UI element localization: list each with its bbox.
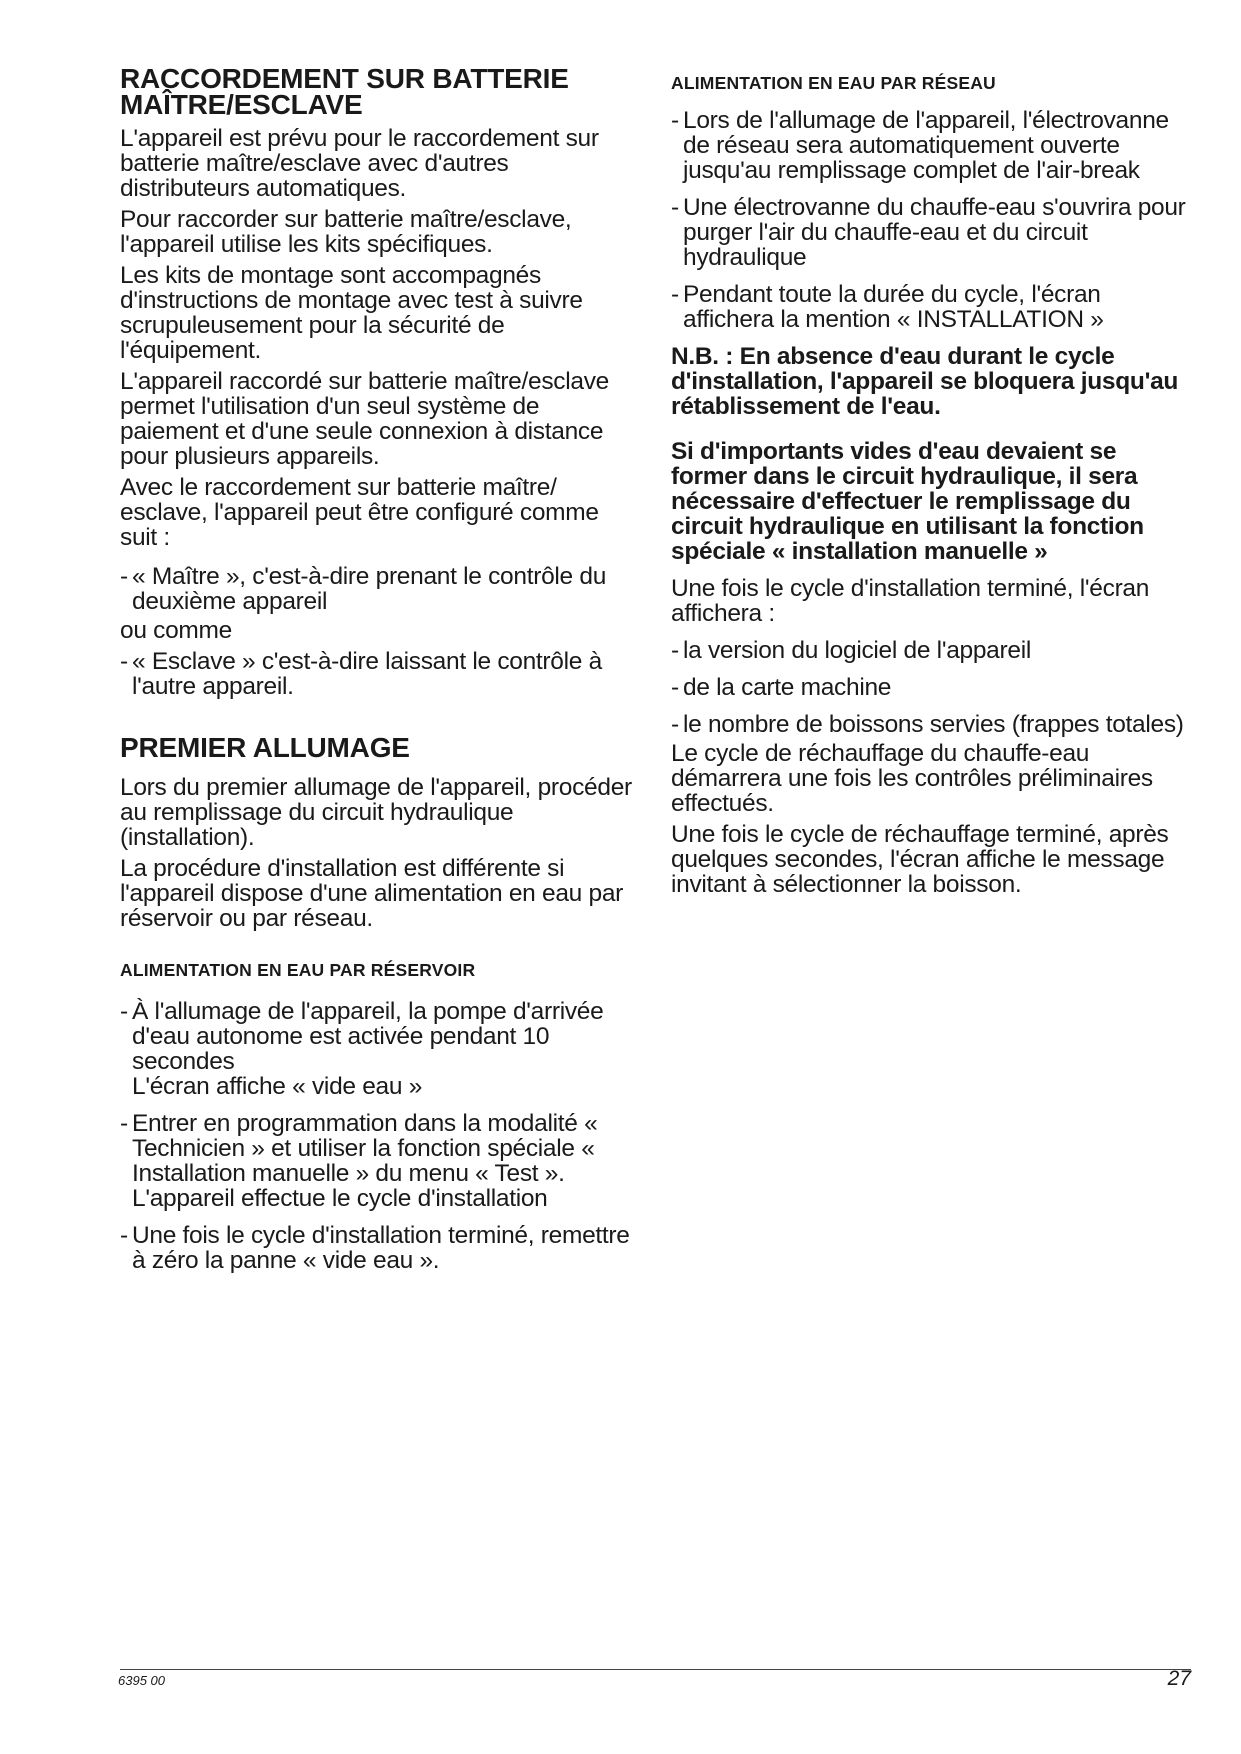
list-item xyxy=(671,638,1191,663)
list-item-subtext: L'appareil effectue le cycle d'installation xyxy=(132,1185,548,1212)
paragraph: La procédure d'installation est différente si l'appareil dispose d'une alimentation en eau par réservoir ou par réseau. xyxy=(120,855,624,932)
paragraph: Les kits de montage sont accompagnés d'instructions de montage avec test à suivre scrupuleusement pour la sécurité de l'équipement. xyxy=(120,262,583,364)
list-item-text: Lors de l'allumage de l'appareil, l'électrovanne de réseau sera automatiquement ouverte jusqu'au remplissage complet de l'air-break xyxy=(683,107,1169,184)
nb-note: N.B. : En absence d'eau durant le cycle d'installation, l'appareil se bloquera jusqu'au rétablissement de l'eau. xyxy=(671,343,1179,420)
list-item-text: Une électrovanne du chauffe-eau s'ouvrira pour purger l'air du chauffe-eau et du circuit hydraulique xyxy=(683,194,1186,271)
list-item-text: À l'allumage de l'appareil, la pompe d'arrivée d'eau autonome est activée pendant 10 secondes xyxy=(132,998,604,1075)
list-item xyxy=(671,675,1191,700)
paragraph: Avec le raccordement sur batterie maître/ esclave, l'appareil peut être configuré comme suit : xyxy=(120,474,599,551)
list-item-text: le nombre de boissons servies (frappes totales) xyxy=(683,711,1184,738)
list-item-text: la version du logiciel de l'appareil xyxy=(683,637,1031,664)
dash-marker: - xyxy=(671,281,679,308)
paragraph: Une fois le cycle d'installation terminé, l'écran affichera : xyxy=(671,575,1150,627)
list-item-subtext: L'écran affiche « vide eau » xyxy=(132,1073,423,1100)
list-item-text: Pendant toute la durée du cycle, l'écran affichera la mention « INSTALLATION » xyxy=(683,281,1104,333)
dash-marker: - xyxy=(120,998,128,1025)
paragraph: Le cycle de réchauffage du chauffe-eau démarrera une fois les contrôles préliminaires effectués. xyxy=(671,740,1153,817)
list-item-master xyxy=(120,564,640,614)
dash-marker: - xyxy=(671,637,679,664)
list-item xyxy=(120,999,640,1099)
footer-divider xyxy=(120,1669,1191,1670)
left-column xyxy=(120,63,640,1285)
list-item xyxy=(671,712,1191,737)
list-item xyxy=(120,1111,640,1211)
list-item-text: Entrer en programmation dans la modalité « Technicien » et utiliser la fonction spéciale « Installation manuelle » du menu « Test ». xyxy=(132,1110,598,1187)
paragraph: Une fois le cycle de réchauffage terminé, après quelques secondes, l'écran affiche le message invitant à sélectionner la boisson. xyxy=(671,821,1169,898)
paragraph: Lors du premier allumage de l'appareil, procéder au remplissage du circuit hydraulique (installation). xyxy=(120,774,632,851)
paragraph: Pour raccorder sur batterie maître/esclave, l'appareil utilise les kits spécifiques. xyxy=(120,206,572,258)
paragraph: L'appareil raccordé sur batterie maître/esclave permet l'utilisation d'un seul système de paiement et d'une seule connexion à distance pour plusieurs appareils. xyxy=(120,368,609,470)
dash-marker: - xyxy=(120,1110,128,1137)
list-item xyxy=(671,108,1191,183)
list-item-text: de la carte machine xyxy=(683,674,892,701)
section-title-first-start: PREMIER ALLUMAGE xyxy=(120,732,410,763)
warning-note: Si d'importants vides d'eau devaient se former dans le circuit hydraulique, il sera nécessaire d'effectuer le remplissage du circuit hydraulique en utilisant la fonction spéciale « installation manuelle » xyxy=(671,438,1144,565)
list-item xyxy=(120,1223,640,1273)
dash-marker: - xyxy=(671,674,679,701)
list-item xyxy=(671,195,1191,270)
dash-marker: - xyxy=(120,648,128,675)
list-item xyxy=(671,282,1191,332)
paragraph: L'appareil est prévu pour le raccordement sur batterie maître/esclave avec d'autres distributeurs automatiques. xyxy=(120,125,599,202)
subsection-title-tank: ALIMENTATION EN EAU PAR RÉSERVOIR xyxy=(120,960,476,980)
subsection-title-network: ALIMENTATION EN EAU PAR RÉSEAU xyxy=(671,73,996,93)
dash-marker: - xyxy=(671,107,679,134)
dash-marker: - xyxy=(120,1222,128,1249)
list-item-text: Une fois le cycle d'installation terminé, remettre à zéro la panne « vide eau ». xyxy=(132,1222,630,1274)
list-item-text: « Maître », c'est-à-dire prenant le contrôle du deuxième appareil xyxy=(132,563,607,615)
dash-marker: - xyxy=(120,563,128,590)
dash-marker: - xyxy=(671,194,679,221)
list-item-slave xyxy=(120,649,640,699)
page-number: 27 xyxy=(1167,1667,1191,1690)
document-code: 6395 00 xyxy=(118,1673,165,1688)
right-column xyxy=(671,72,1191,903)
section-title-master-slave: RACCORDEMENT SUR BATTERIE MAÎTRE/ESCLAVE xyxy=(120,63,569,120)
list-item-text: « Esclave » c'est-à-dire laissant le contrôle à l'autre appareil. xyxy=(132,648,602,700)
dash-marker: - xyxy=(671,711,679,738)
or-text: ou comme xyxy=(120,617,232,644)
